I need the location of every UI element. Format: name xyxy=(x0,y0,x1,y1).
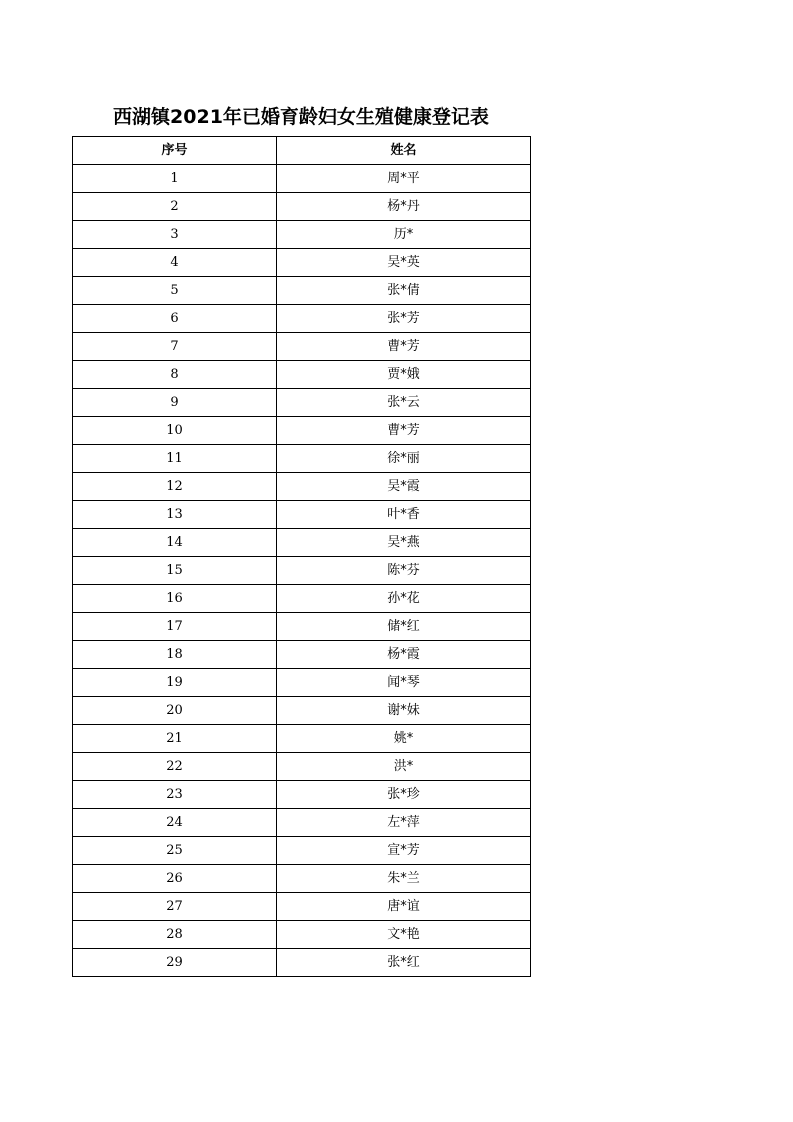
table-row xyxy=(73,389,531,417)
row-index-cell: 7 xyxy=(73,333,277,361)
row-name-cell: 洪* xyxy=(277,753,531,781)
table-row xyxy=(73,613,531,641)
table-row xyxy=(73,809,531,837)
row-name-cell: 张*倩 xyxy=(277,277,531,305)
table-row xyxy=(73,249,531,277)
table-row xyxy=(73,305,531,333)
row-index-cell: 9 xyxy=(73,389,277,417)
row-index-cell: 21 xyxy=(73,725,277,753)
table-row xyxy=(73,585,531,613)
row-index-cell: 29 xyxy=(73,949,277,977)
row-name-cell: 历* xyxy=(277,221,531,249)
row-index-cell: 6 xyxy=(73,305,277,333)
row-name-cell: 姚* xyxy=(277,725,531,753)
row-index-cell: 10 xyxy=(73,417,277,445)
table-row xyxy=(73,501,531,529)
row-index-cell: 26 xyxy=(73,865,277,893)
row-index-cell: 28 xyxy=(73,921,277,949)
row-name-cell: 宣*芳 xyxy=(277,837,531,865)
row-name-cell: 陈*芬 xyxy=(277,557,531,585)
row-index-cell: 22 xyxy=(73,753,277,781)
row-index-cell: 19 xyxy=(73,669,277,697)
row-name-cell: 吴*英 xyxy=(277,249,531,277)
table-row xyxy=(73,921,531,949)
table-row xyxy=(73,193,531,221)
row-name-cell: 叶*香 xyxy=(277,501,531,529)
row-name-cell: 朱*兰 xyxy=(277,865,531,893)
table-row xyxy=(73,165,531,193)
row-index-cell: 2 xyxy=(73,193,277,221)
table-row xyxy=(73,781,531,809)
table-header xyxy=(73,137,531,165)
row-name-cell: 杨*霞 xyxy=(277,641,531,669)
row-index-cell: 25 xyxy=(73,837,277,865)
table-row xyxy=(73,725,531,753)
row-name-cell: 曹*芳 xyxy=(277,333,531,361)
row-name-cell: 张*芳 xyxy=(277,305,531,333)
row-index-cell: 14 xyxy=(73,529,277,557)
table-row xyxy=(73,697,531,725)
document-title: 西湖镇2021年已婚育龄妇女生殖健康登记表 xyxy=(113,106,489,128)
row-index-cell: 17 xyxy=(73,613,277,641)
row-name-cell: 吴*燕 xyxy=(277,529,531,557)
table-row xyxy=(73,753,531,781)
row-index-cell: 16 xyxy=(73,585,277,613)
table-row xyxy=(73,557,531,585)
row-name-cell: 谢*妹 xyxy=(277,697,531,725)
row-index-cell: 18 xyxy=(73,641,277,669)
table-body xyxy=(73,165,531,977)
column-header-index: 序号 xyxy=(73,137,277,165)
row-index-cell: 13 xyxy=(73,501,277,529)
row-name-cell: 贾*娥 xyxy=(277,361,531,389)
row-name-cell: 吴*霞 xyxy=(277,473,531,501)
row-name-cell: 唐*谊 xyxy=(277,893,531,921)
row-name-cell: 闻*琴 xyxy=(277,669,531,697)
table-row xyxy=(73,361,531,389)
row-index-cell: 23 xyxy=(73,781,277,809)
column-header-name: 姓名 xyxy=(277,137,531,165)
row-index-cell: 5 xyxy=(73,277,277,305)
row-index-cell: 20 xyxy=(73,697,277,725)
row-index-cell: 27 xyxy=(73,893,277,921)
row-name-cell: 杨*丹 xyxy=(277,193,531,221)
row-index-cell: 24 xyxy=(73,809,277,837)
table-row xyxy=(73,865,531,893)
table-row xyxy=(73,333,531,361)
row-name-cell: 周*平 xyxy=(277,165,531,193)
row-name-cell: 张*云 xyxy=(277,389,531,417)
row-index-cell: 4 xyxy=(73,249,277,277)
row-name-cell: 孙*花 xyxy=(277,585,531,613)
table-row xyxy=(73,893,531,921)
row-name-cell: 徐*丽 xyxy=(277,445,531,473)
table-row xyxy=(73,473,531,501)
row-index-cell: 1 xyxy=(73,165,277,193)
table-row xyxy=(73,949,531,977)
table-row xyxy=(73,837,531,865)
header-row xyxy=(73,137,531,165)
table-row xyxy=(73,669,531,697)
row-name-cell: 曹*芳 xyxy=(277,417,531,445)
row-index-cell: 15 xyxy=(73,557,277,585)
row-index-cell: 12 xyxy=(73,473,277,501)
row-name-cell: 储*红 xyxy=(277,613,531,641)
row-name-cell: 张*红 xyxy=(277,949,531,977)
row-name-cell: 文*艳 xyxy=(277,921,531,949)
row-name-cell: 左*萍 xyxy=(277,809,531,837)
row-index-cell: 11 xyxy=(73,445,277,473)
table-row xyxy=(73,445,531,473)
table-row xyxy=(73,417,531,445)
register-table xyxy=(72,136,531,977)
table-row xyxy=(73,277,531,305)
row-index-cell: 8 xyxy=(73,361,277,389)
row-name-cell: 张*珍 xyxy=(277,781,531,809)
table-row xyxy=(73,641,531,669)
row-index-cell: 3 xyxy=(73,221,277,249)
table-row xyxy=(73,221,531,249)
table-row xyxy=(73,529,531,557)
